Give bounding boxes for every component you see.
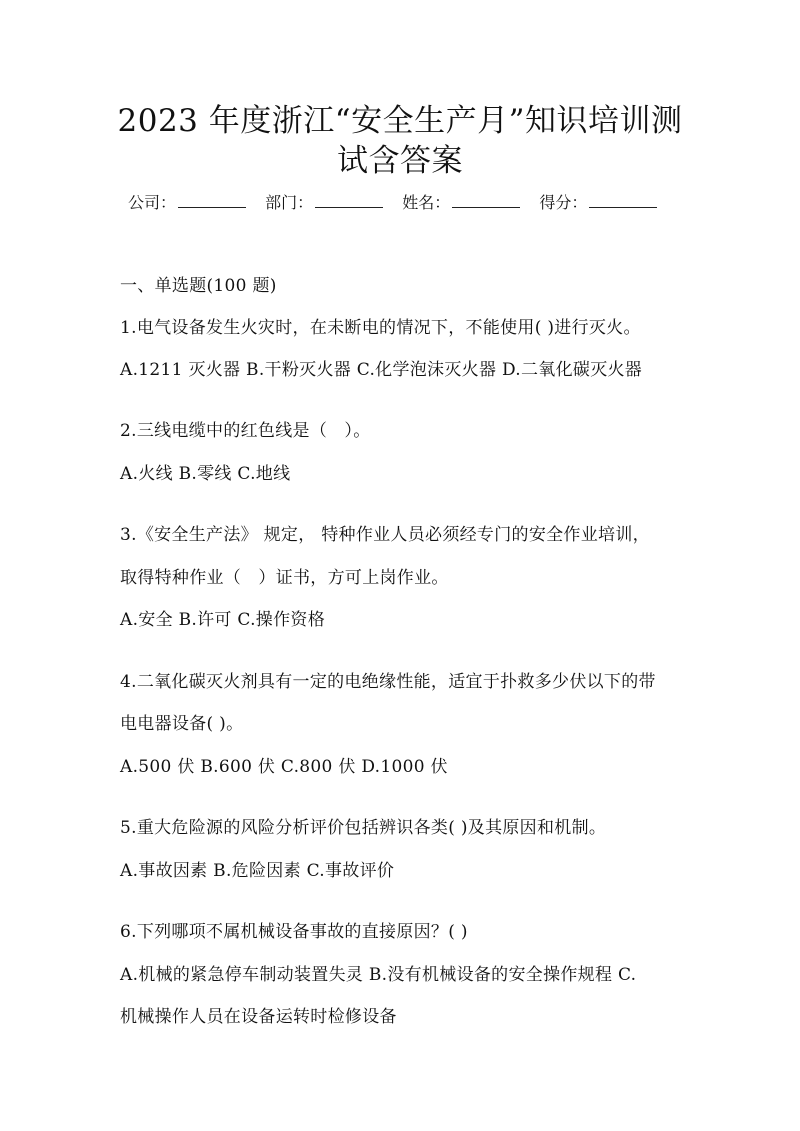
section-heading: 一、单选题(100 题) bbox=[120, 276, 277, 296]
question-6-options-line2: 机械操作人员在设备运转时检修设备 bbox=[120, 1007, 397, 1027]
name-field bbox=[402, 190, 520, 216]
company-blank bbox=[178, 191, 246, 208]
question-3-stem-line1: 3.《安全生产法》 规定， 特种作业人员必须经专门的安全作业培训， bbox=[120, 525, 650, 545]
question-1-options: A.1211 灭火器 B.干粉灭火器 C.化学泡沫灭火器 D.二氧化碳灭火器 bbox=[120, 360, 643, 380]
question-3-options: A.安全 B.许可 C.操作资格 bbox=[120, 610, 325, 630]
question-5-stem: 5.重大危险源的风险分析评价包括辨识各类( )及其原因和机制。 bbox=[120, 818, 607, 838]
department-label: 部门： bbox=[265, 193, 314, 212]
question-4-stem-line1: 4.二氧化碳灭火剂具有一定的电绝缘性能，适宜于扑救多少伏以下的带 bbox=[120, 672, 656, 692]
question-4-stem-line2: 电电器设备( )。 bbox=[120, 714, 244, 734]
department-blank bbox=[315, 191, 383, 208]
question-6-stem: 6.下列哪项不属机械设备事故的直接原因？( ) bbox=[120, 922, 468, 942]
department-field bbox=[265, 190, 383, 216]
question-2-options: A.火线 B.零线 C.地线 bbox=[120, 464, 291, 484]
info-fields-row bbox=[128, 190, 688, 216]
name-label: 姓名： bbox=[402, 193, 451, 212]
question-6-options-line1: A.机械的紧急停车制动装置失灵 B.没有机械设备的安全操作规程 C. bbox=[120, 965, 637, 985]
document-title-line1: 2023 年度浙江“安全生产月”知识培训测 bbox=[117, 103, 683, 139]
company-field bbox=[128, 190, 246, 216]
score-label: 得分： bbox=[539, 193, 588, 212]
question-3-stem-line2: 取得特种作业（ ）证书，方可上岗作业。 bbox=[120, 568, 449, 588]
score-field bbox=[539, 190, 657, 216]
question-5-options: A.事故因素 B.危险因素 C.事故评价 bbox=[120, 861, 395, 881]
document-title-line2: 试含答案 bbox=[337, 143, 463, 179]
company-label: 公司： bbox=[128, 193, 177, 212]
name-blank bbox=[452, 191, 520, 208]
question-4-options: A.500 伏 B.600 伏 C.800 伏 D.1000 伏 bbox=[120, 757, 448, 777]
question-1-stem: 1.电气设备发生火灾时，在未断电的情况下，不能使用( )进行灭火。 bbox=[120, 318, 641, 338]
question-2-stem: 2.三线电缆中的红色线是（ ）。 bbox=[120, 421, 371, 441]
score-blank bbox=[589, 191, 657, 208]
